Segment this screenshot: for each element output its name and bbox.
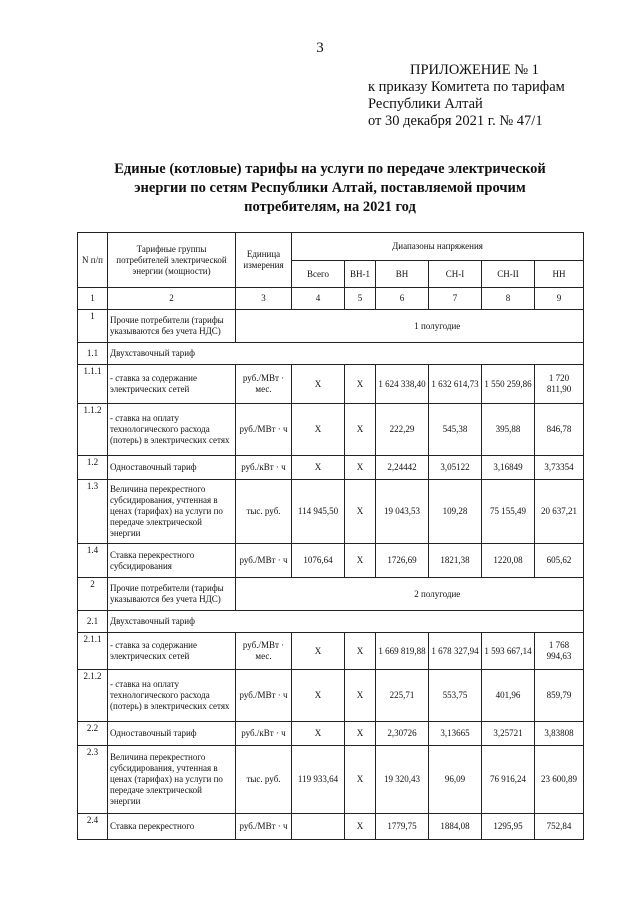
value-total: 1076,64	[292, 544, 345, 578]
row-number: 2.4	[78, 814, 108, 840]
appendix-line: от 30 декабря 2021 г. № 47/1	[368, 113, 543, 129]
appendix-line: Республики Алтай	[368, 96, 483, 112]
column-index: 9	[535, 288, 584, 310]
row-label: Величина перекрестного субсидирования, учтенная в ценах (тарифах) на услуги по передаче электрической энергии	[108, 480, 236, 544]
header-row	[78, 233, 584, 261]
column-index-row	[78, 288, 584, 310]
value-vn1: X	[345, 746, 376, 814]
value-nn: 605,62	[535, 544, 584, 578]
column-index: 2	[108, 288, 236, 310]
column-index: 5	[345, 288, 376, 310]
value-vn1: X	[345, 814, 376, 840]
header-vn: ВН	[376, 261, 429, 288]
unit-cell: руб./МВт · ч	[236, 814, 292, 840]
unit-cell: тыс. руб.	[236, 480, 292, 544]
row-label: Одноставочный тариф	[108, 456, 236, 480]
unit-cell: руб./МВт · мес.	[236, 365, 292, 404]
table-row	[78, 814, 584, 840]
table-row	[78, 456, 584, 480]
value-nn: 3,73354	[535, 456, 584, 480]
value-nn: 1 720 811,90	[535, 365, 584, 404]
value-sn2: 1 593 667,14	[482, 633, 535, 670]
row-number: 1.1.2	[78, 404, 108, 456]
table-row	[78, 746, 584, 814]
table-row	[78, 544, 584, 578]
row-label: Прочие потребители (тарифы указываются без учета НДС)	[108, 578, 236, 611]
row-label: Одноставочный тариф	[108, 722, 236, 746]
value-vn1: X	[345, 480, 376, 544]
title-line: Единые (котловые) тарифы на услуги по передаче электрической	[114, 161, 546, 177]
header-num: N п/п	[78, 233, 108, 288]
row-label: - ставка за содержание электрических сетей	[108, 633, 236, 670]
appendix-line: к приказу Комитета по тарифам	[368, 79, 565, 95]
value-total: X	[292, 365, 345, 404]
value-sn2: 395,88	[482, 404, 535, 456]
table-row	[78, 480, 584, 544]
value-sn1: 553,75	[429, 670, 482, 722]
unit-cell: тыс. руб.	[236, 746, 292, 814]
document-title	[80, 160, 580, 217]
table-row	[78, 722, 584, 746]
value-sn2: 1295,95	[482, 814, 535, 840]
table-row	[78, 404, 584, 456]
value-vn: 1779,75	[376, 814, 429, 840]
row-number: 1.1.1	[78, 365, 108, 404]
column-index: 7	[429, 288, 482, 310]
value-total: X	[292, 404, 345, 456]
period-label: 1 полугодие	[292, 310, 584, 343]
column-index: 1	[78, 288, 108, 310]
page-number: 3	[316, 40, 324, 56]
group-row	[78, 611, 584, 633]
value-sn2: 3,16849	[482, 456, 535, 480]
row-number: 2.1.1	[78, 633, 108, 670]
table-row	[78, 670, 584, 722]
value-sn2: 1 550 259,86	[482, 365, 535, 404]
row-label: Ставка перекрестного	[108, 814, 236, 840]
value-total: X	[292, 670, 345, 722]
value-sn1: 109,28	[429, 480, 482, 544]
row-label: Двухставочный тариф	[108, 611, 584, 633]
header-sn1: СН-I	[429, 261, 482, 288]
row-number: 2.1	[78, 611, 108, 633]
value-vn: 2,24442	[376, 456, 429, 480]
row-label: - ставка за содержание электрических сетей	[108, 365, 236, 404]
value-sn1: 96,09	[429, 746, 482, 814]
empty-cell	[236, 578, 292, 611]
row-number: 2.3	[78, 746, 108, 814]
value-vn: 2,30726	[376, 722, 429, 746]
value-vn1: X	[345, 456, 376, 480]
row-number: 1.4	[78, 544, 108, 578]
value-sn2: 76 916,24	[482, 746, 535, 814]
unit-cell: руб./МВт · ч	[236, 544, 292, 578]
row-number: 1	[78, 310, 108, 343]
header-voltage-ranges: Диапазоны напряжения	[292, 233, 584, 261]
tariff-table-body	[78, 310, 584, 840]
unit-cell: руб./кВт · ч	[236, 722, 292, 746]
value-total: 114 945,50	[292, 480, 345, 544]
value-total: X	[292, 633, 345, 670]
value-total	[292, 814, 345, 840]
group-row	[78, 343, 584, 365]
value-sn2: 75 155,49	[482, 480, 535, 544]
value-total: X	[292, 456, 345, 480]
table-row	[78, 365, 584, 404]
row-label: Прочие потребители (тарифы указываются без учета НДС)	[108, 310, 236, 343]
header-nn: НН	[535, 261, 584, 288]
unit-cell: руб./МВт · мес.	[236, 633, 292, 670]
column-index: 3	[236, 288, 292, 310]
value-vn1: X	[345, 722, 376, 746]
unit-cell: руб./МВт · ч	[236, 404, 292, 456]
row-label: Величина перекрестного субсидирования, учтенная в ценах (тарифах) на услуги по передаче электрической энергии	[108, 746, 236, 814]
value-vn: 1726,69	[376, 544, 429, 578]
column-index: 4	[292, 288, 345, 310]
row-label: - ставка на оплату технологического расхода (потерь) в электрических сетях	[108, 404, 236, 456]
value-vn1: X	[345, 633, 376, 670]
value-sn2: 401,96	[482, 670, 535, 722]
value-vn1: X	[345, 365, 376, 404]
column-index: 8	[482, 288, 535, 310]
section-row	[78, 310, 584, 343]
title-line: потребителям, на 2021 год	[244, 199, 416, 215]
row-number: 2.2	[78, 722, 108, 746]
value-vn1: X	[345, 404, 376, 456]
value-sn1: 545,38	[429, 404, 482, 456]
value-sn1: 3,13665	[429, 722, 482, 746]
value-vn1: X	[345, 544, 376, 578]
value-sn1: 3,05122	[429, 456, 482, 480]
row-number: 1.3	[78, 480, 108, 544]
unit-cell: руб./кВт · ч	[236, 456, 292, 480]
appendix-block	[368, 62, 608, 130]
value-sn1: 1 678 327,94	[429, 633, 482, 670]
row-number: 2.1.2	[78, 670, 108, 722]
tariff-table	[77, 232, 584, 840]
value-nn: 859,79	[535, 670, 584, 722]
row-number: 2	[78, 578, 108, 611]
value-nn: 23 600,89	[535, 746, 584, 814]
value-total: X	[292, 722, 345, 746]
value-nn: 1 768 994,63	[535, 633, 584, 670]
value-vn: 222,29	[376, 404, 429, 456]
value-sn2: 1220,08	[482, 544, 535, 578]
value-sn1: 1 632 614,73	[429, 365, 482, 404]
header-sn2: СН-II	[482, 261, 535, 288]
value-nn: 3,83808	[535, 722, 584, 746]
value-nn: 20 637,21	[535, 480, 584, 544]
value-total: 119 933,64	[292, 746, 345, 814]
value-nn: 846,78	[535, 404, 584, 456]
header-vn1: ВН-1	[345, 261, 376, 288]
row-number: 1.2	[78, 456, 108, 480]
row-label: Ставка перекрестного субсидирования	[108, 544, 236, 578]
value-sn1: 1821,38	[429, 544, 482, 578]
header-unit: Единица измерения	[236, 233, 292, 288]
title-line: энергии по сетям Республики Алтай, поставляемой прочим	[134, 180, 526, 196]
value-vn: 1 669 819,88	[376, 633, 429, 670]
row-label: - ставка на оплату технологического расхода (потерь) в электрических сетях	[108, 670, 236, 722]
unit-cell: руб./МВт · ч	[236, 670, 292, 722]
row-label: Двухставочный тариф	[108, 343, 584, 365]
value-sn1: 1884,08	[429, 814, 482, 840]
value-sn2: 3,25721	[482, 722, 535, 746]
header-group: Тарифные группы потребителей электрической энергии (мощности)	[108, 233, 236, 288]
value-vn: 1 624 338,40	[376, 365, 429, 404]
empty-cell	[236, 310, 292, 343]
value-vn1: X	[345, 670, 376, 722]
period-label: 2 полугодие	[292, 578, 584, 611]
appendix-title: ПРИЛОЖЕНИЕ № 1	[410, 62, 539, 78]
header-total: Всего	[292, 261, 345, 288]
section-row	[78, 578, 584, 611]
row-number: 1.1	[78, 343, 108, 365]
value-nn: 752,84	[535, 814, 584, 840]
value-vn: 19 320,43	[376, 746, 429, 814]
value-vn: 225,71	[376, 670, 429, 722]
table-row	[78, 633, 584, 670]
column-index: 6	[376, 288, 429, 310]
value-vn: 19 043,53	[376, 480, 429, 544]
